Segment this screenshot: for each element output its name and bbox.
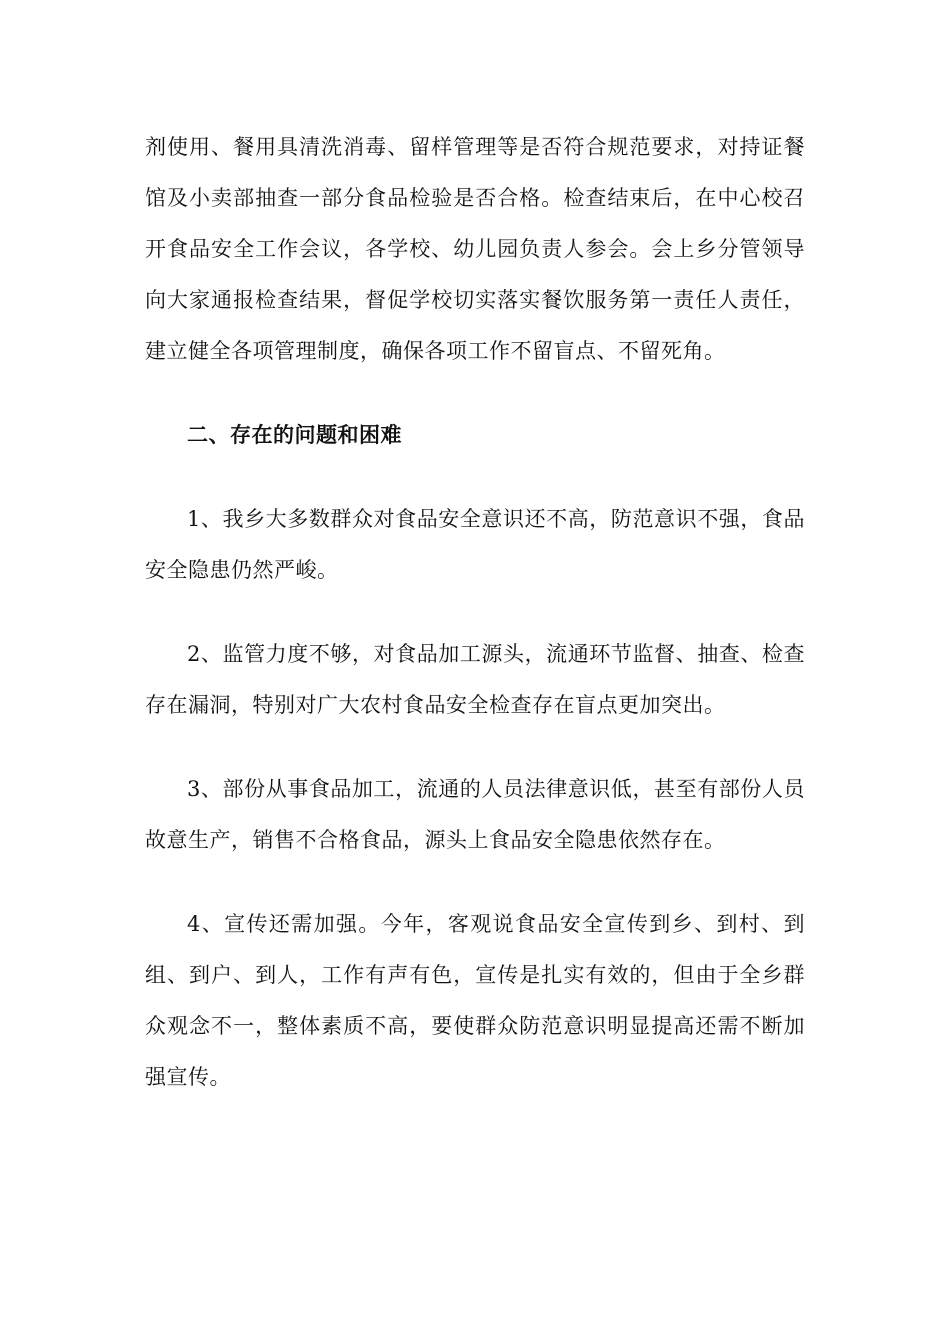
list-item: 1、我乡大多数群众对食品安全意识还不高，防范意识不强，食品安全隐患仍然严峻。 <box>145 507 805 582</box>
list-item: 3、部份从事食品加工，流通的人员法律意识低，甚至有部份人员故意生产，销售不合格食品，源头上食品安全隐患依然存在。 <box>145 777 805 852</box>
section-heading: 二、存在的问题和困难 <box>187 423 402 447</box>
document-body <box>145 122 805 1136</box>
continuation-paragraph: 剂使用、餐用具清洗消毒、留样管理等是否符合规范要求，对持证餐馆及小卖部抽查一部分食品检验是否合格。检查结束后，在中心校召开食品安全工作会议，各学校、幼儿园负责人参会。会上乡分管领导向大家通报检查结果，督促学校切实落实餐饮服务第一责任人责任，建立健全各项管理制度，确保各项工作不留盲点、不留死角。 <box>145 135 805 363</box>
list-item: 4、宣传还需加强。今年，客观说食品安全宣传到乡、到村、到组、到户、到人，工作有声有色，宣传是扎实有效的，但由于全乡群众观念不一，整体素质不高，要使群众防范意识明显提高还需不断加强宣传。 <box>145 912 805 1089</box>
list-item: 2、监管力度不够，对食品加工源头，流通环节监督、抽查、检查存在漏洞，特别对广大农村食品安全检查存在盲点更加突出。 <box>145 642 805 717</box>
